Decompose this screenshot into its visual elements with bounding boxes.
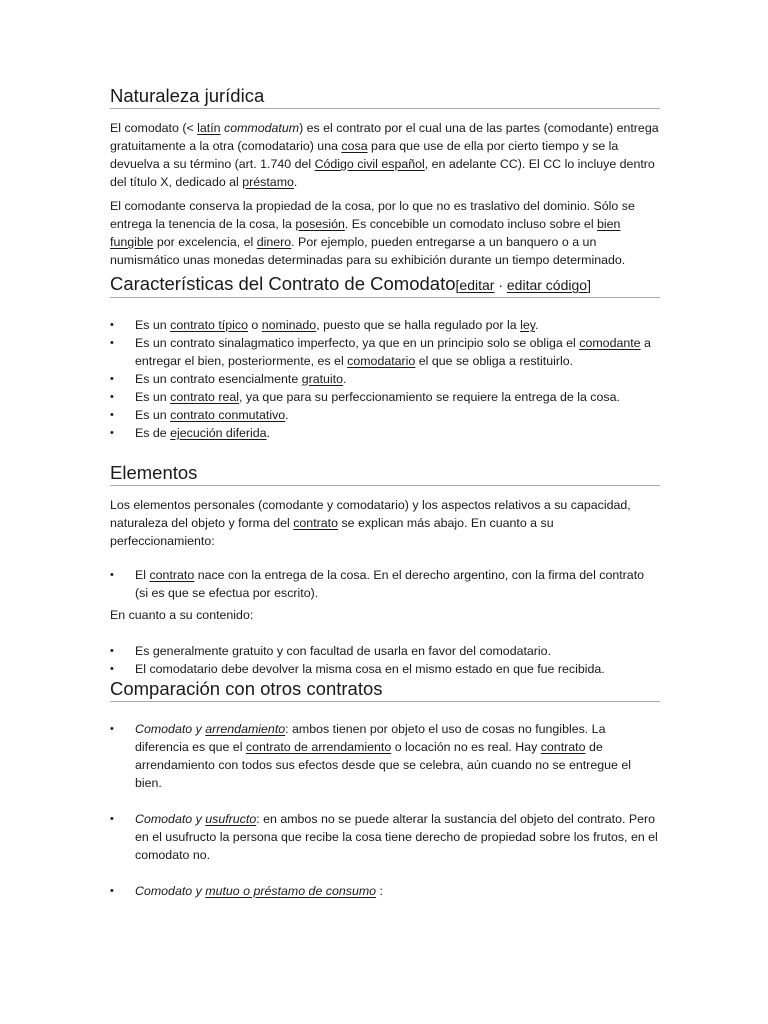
list-item	[110, 424, 660, 442]
text: Es de	[135, 426, 171, 440]
text: .	[535, 318, 539, 332]
text: :	[376, 884, 383, 898]
text: El comodante conserva la propiedad de la cosa, por lo que no es traslativo del dominio. Sólo se entrega la tenencia de la cosa, la	[110, 199, 635, 231]
list-item	[110, 566, 660, 602]
text: , puesto que se halla regulado por la	[316, 318, 521, 332]
italic-text: Comodato y	[135, 722, 206, 736]
text: . Es concebible un comodato incluso sobre el	[344, 217, 598, 231]
link-contrato[interactable]: contrato	[540, 740, 586, 754]
section-heading-text: Elementos	[110, 462, 198, 483]
list-item	[110, 370, 660, 388]
list-item	[110, 882, 660, 900]
text: : en ambos no se puede alterar la sustancia del objeto del contrato. Pero en el usufructo la persona que recibe la cosa tiene derecho de propiedad sobre los frutos, en el comodato no.	[135, 812, 658, 862]
list-item	[110, 810, 660, 864]
text: El	[135, 568, 150, 582]
link-usufructo[interactable]: usufructo	[205, 812, 257, 826]
list-item	[110, 406, 660, 424]
text: nace con la entrega de la cosa. En el derecho argentino, con la firma del contrato (si es que se efectua por escrito).	[135, 568, 645, 600]
paragraph-propiedad	[110, 197, 660, 269]
text: .	[285, 408, 289, 422]
link-contrato[interactable]: contrato	[293, 516, 338, 530]
section-heading-comparacion	[110, 678, 660, 702]
link-dinero[interactable]: dinero	[256, 235, 292, 249]
list-item: • Es generalmente gratuito y con facultad de usarla en favor del comodatario.	[110, 642, 660, 660]
section-heading-elementos	[110, 462, 660, 486]
link-mutuo[interactable]: mutuo o préstamo de consumo	[205, 884, 377, 898]
link-gratuito[interactable]: gratuito	[301, 372, 344, 386]
link-contrato-de-arrendamiento[interactable]: contrato de arrendamiento	[245, 740, 392, 754]
text: o locación no es real. Hay	[391, 740, 541, 754]
link-contrato-tipico[interactable]: contrato típico	[170, 318, 248, 332]
link-contrato-conmutativo[interactable]: contrato conmutativo	[170, 408, 286, 422]
link-arrendamiento[interactable]: arrendamiento	[205, 722, 286, 736]
bracket: [	[455, 277, 460, 293]
link-ley[interactable]: ley	[520, 318, 536, 332]
text: .	[293, 175, 298, 189]
text: . Por ejemplo, pueden entregarse a un banquero o a un numismático unas monedas determinadas para su exhibición durante un tiempo determinado.	[110, 235, 626, 267]
text: Es un contrato esencialmente	[135, 372, 302, 386]
text: o	[247, 318, 262, 332]
text: : ambos tienen por objeto el uso de cosas no fungibles. La diferencia es que el	[135, 722, 606, 754]
text: el que se obliga a restituirlo.	[415, 354, 574, 368]
text: .	[266, 426, 271, 440]
text: El comodato (<	[110, 121, 198, 135]
latin-term: commodatum	[224, 121, 300, 135]
section-heading-caracteristicas	[110, 273, 660, 298]
list-item	[110, 388, 660, 406]
text: , ya que para su perfeccionamiento se requiere la entrega de la cosa.	[239, 390, 620, 404]
text: .	[343, 372, 347, 386]
list-caracteristicas	[110, 316, 660, 442]
link-bien-fungible[interactable]: bien fungible	[110, 217, 621, 249]
list-item	[110, 720, 660, 792]
edit-links	[456, 277, 591, 293]
paragraph-elementos	[110, 496, 660, 550]
paragraph-contenido: En cuanto a su contenido:	[110, 608, 254, 622]
section-heading-text: Características del Contrato de Comodato	[110, 273, 456, 294]
list-contenido	[110, 642, 660, 678]
list-perfeccionamiento	[110, 566, 660, 602]
text: Es un	[135, 318, 171, 332]
section-heading-naturaleza	[110, 85, 660, 109]
section-heading-text: Naturaleza jurídica	[110, 85, 265, 106]
link-posesion[interactable]: posesión	[295, 217, 345, 231]
edit-link[interactable]: editar	[459, 277, 495, 293]
edit-code-link[interactable]: editar código	[506, 277, 588, 293]
link-ejecucion-diferida[interactable]: ejecución diferida	[170, 426, 267, 440]
text: , en adelante CC). El CC lo incluye dentro del título X, dedicado al	[110, 157, 655, 189]
link-comodante[interactable]: comodante	[579, 336, 641, 350]
text: ) es el contrato por el cual una de las partes (comodante) entrega gratuitamente a la otra (comodatario) una	[110, 121, 659, 153]
list-item	[110, 316, 660, 334]
text: Es un	[135, 408, 171, 422]
link-latin[interactable]: latín	[197, 121, 221, 135]
separator: ·	[494, 277, 507, 293]
link-cosa[interactable]: cosa	[341, 139, 368, 153]
link-codigo-civil[interactable]: Código civil español	[314, 157, 425, 171]
section-heading-text: Comparación con otros contratos	[110, 678, 383, 699]
link-nominado[interactable]: nominado	[261, 318, 317, 332]
italic-text: Comodato y	[135, 884, 206, 898]
link-contrato-real[interactable]: contrato real	[170, 390, 240, 404]
list-item	[110, 334, 660, 370]
text: Es un contrato sinalagmatico imperfecto, ya que en un principio solo se obliga el	[135, 336, 580, 350]
italic-text: Comodato y	[135, 812, 206, 826]
bracket: ]	[587, 277, 591, 293]
list-item: • El comodatario debe devolver la misma cosa en el mismo estado en que fue recibida.	[110, 660, 660, 678]
text: por excelencia, el	[153, 235, 257, 249]
text: para que use de ella por cierto tiempo y se la devuelva a su término (art. 1.740 del	[110, 139, 619, 171]
list-comparacion	[110, 720, 660, 918]
text: se explican más abajo. En cuanto a su perfeccionamiento:	[110, 516, 554, 548]
paragraph-definicion	[110, 119, 660, 191]
link-prestamo[interactable]: préstamo	[242, 175, 294, 189]
link-comodatario[interactable]: comodatario	[347, 354, 416, 368]
text: Es un	[135, 390, 171, 404]
text: Los elementos personales (comodante y comodatario) y los aspectos relativos a su capacidad, naturaleza del objeto y forma del	[110, 498, 631, 530]
text: de arrendamiento con todos sus efectos desde que se celebra, aún cuando no se entregue el bien.	[135, 740, 631, 790]
text: a entregar el bien, posteriormente, es el	[135, 336, 651, 368]
link-contrato[interactable]: contrato	[149, 568, 195, 582]
